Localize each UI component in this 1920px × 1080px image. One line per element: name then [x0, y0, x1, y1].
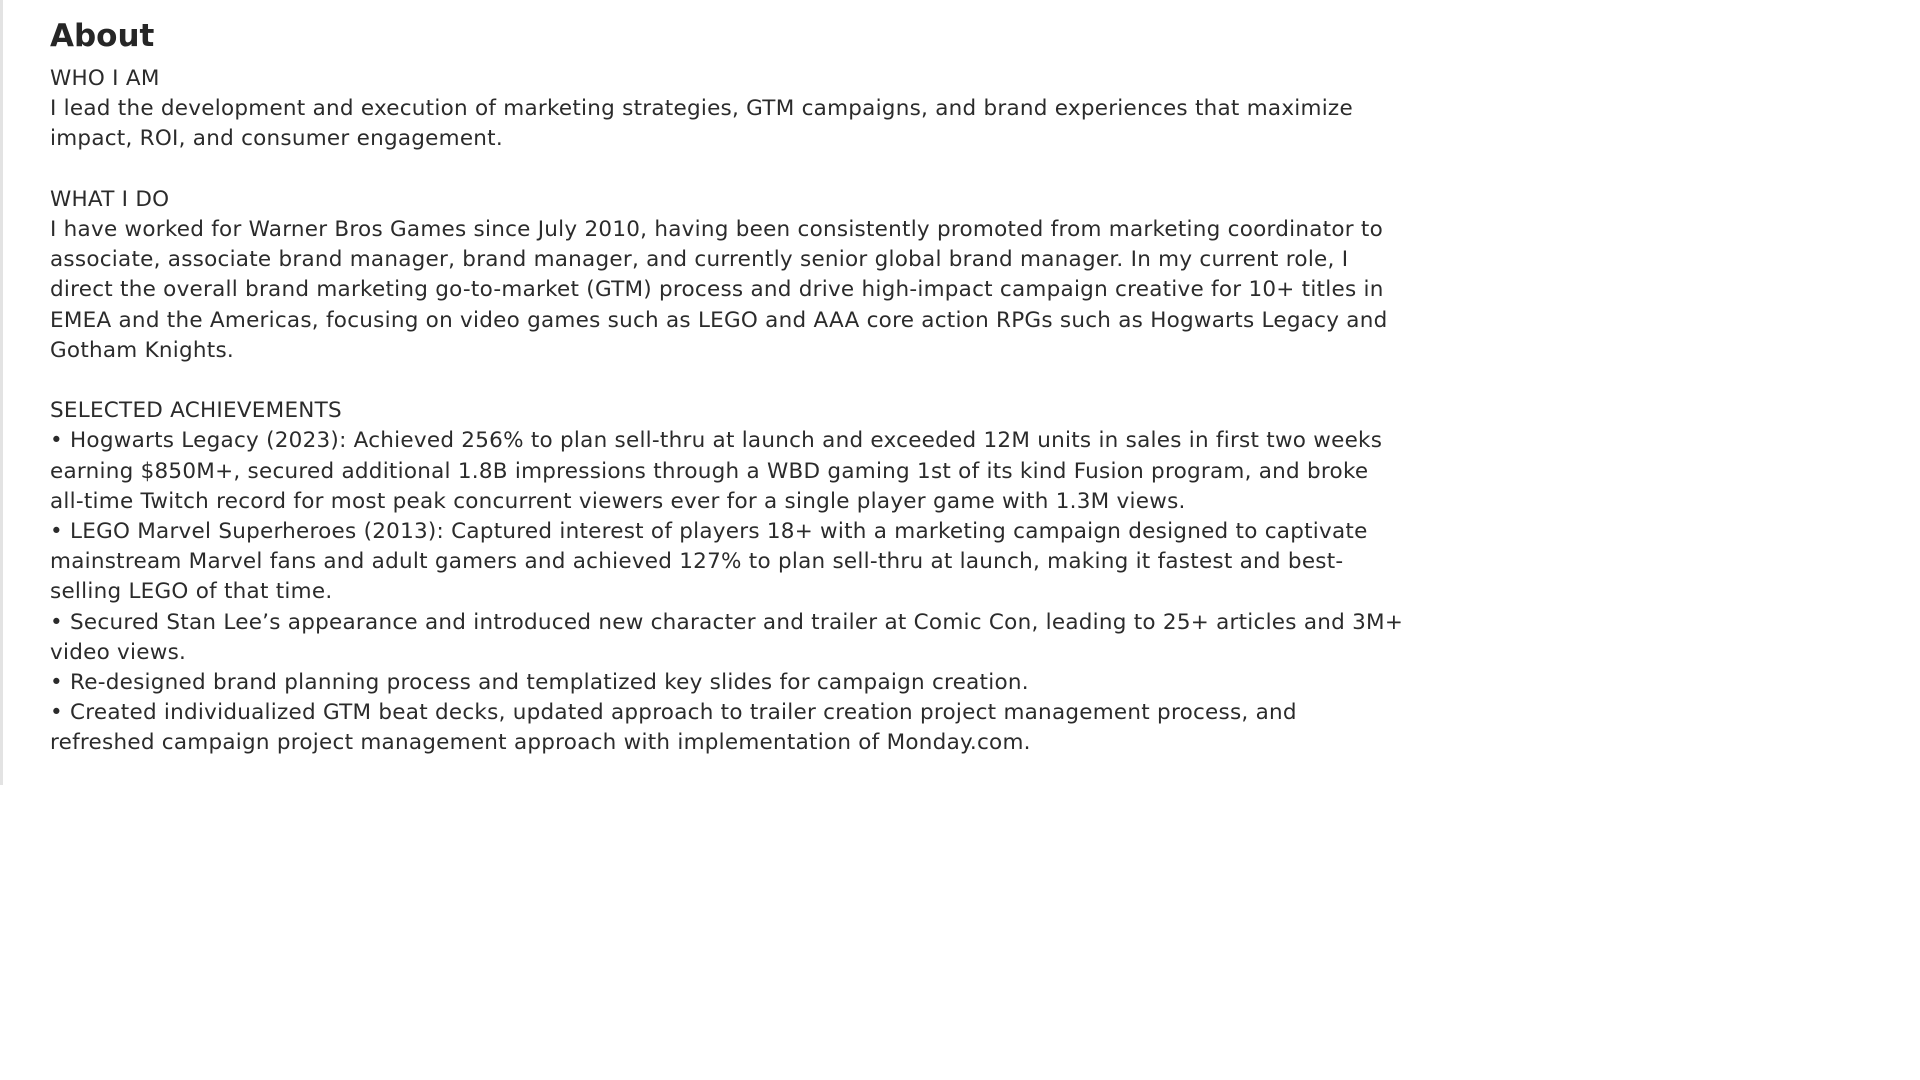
about-title: About	[50, 18, 155, 54]
achievement-item: • Re-designed brand planning process and templatized key slides for campaign creation.	[50, 670, 1029, 696]
achievement-item: • Hogwarts Legacy (2023): Achieved 256% to plan sell-thru at launch and exceeded 12M units in sales in first two weeks earning $850M+, secured additional 1.8B impressions through a WBD gaming 1st of its kind Fusion program, and broke all-time Twitch record for most peak concurrent viewers ever for a single player game with 1.3M views.	[50, 428, 1383, 514]
achievement-item: • LEGO Marvel Superheroes (2013): Captured interest of players 18+ with a marketing campaign designed to captivate mainstream Marvel fans and adult gamers and achieved 127% to plan sell-thru at launch, making it fastest and best- selling LEGO of that time.	[50, 519, 1368, 605]
what-i-do-section	[50, 185, 1530, 366]
about-body	[50, 64, 1530, 759]
what-i-do-text: I have worked for Warner Bros Games since July 2010, having been consistently promoted from marketing coordinator to associate, associate brand manager, brand manager, and currently senior global brand manager. In my current role, I direct the overall brand marketing go-to-market (GTM) process and drive high-impact campaign creative for 10+ titles in EMEA and the Americas, focusing on video games such as LEGO and AAA core action RPGs such as Hogwarts Legacy and Gotham Knights.	[50, 217, 1388, 363]
achievement-item: • Secured Stan Lee’s appearance and introduced new character and trailer at Comic Con, leading to 25+ articles and 3M+ video views.	[50, 609, 1404, 665]
who-i-am-heading: WHO I AM	[50, 66, 160, 91]
what-i-do-heading: WHAT I DO	[50, 186, 170, 212]
achievements-section	[50, 396, 1530, 758]
achievements-heading: SELECTED ACHIEVEMENTS	[50, 398, 342, 424]
who-i-am-section	[50, 64, 1530, 155]
achievement-item: • Created individualized GTM beat decks, updated approach to trailer creation project management process, and refreshed campaign project management approach with implementation of Monday.com.	[50, 700, 1297, 756]
who-i-am-text: I lead the development and execution of marketing strategies, GTM campaigns, and brand experiences that maximize impact, ROI, and consumer engagement.	[50, 96, 1353, 152]
